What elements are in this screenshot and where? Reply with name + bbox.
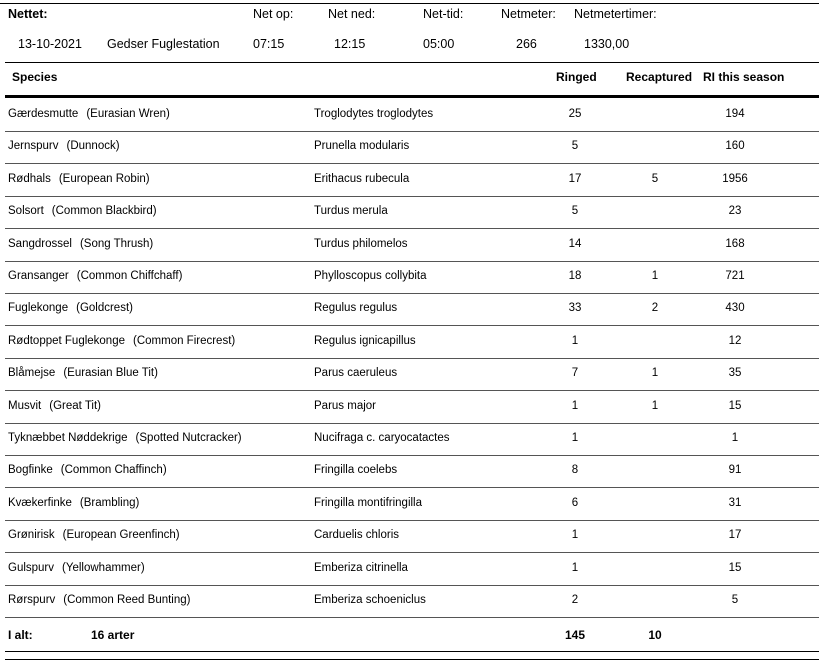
danish-name: Jernspurv (8, 140, 59, 153)
species-name (8, 367, 158, 379)
danish-name: Fuglekonge (8, 302, 69, 315)
latin-name: Parus caeruleus (314, 367, 398, 380)
species-name (8, 335, 235, 347)
table-row (0, 456, 826, 488)
table-row (0, 392, 826, 424)
latin-name: Troglodytes troglodytes (314, 108, 434, 120)
col-ri-season: RI this season (703, 70, 785, 84)
danish-name: Gransanger (8, 270, 69, 282)
session-date: 13-10-2021 (18, 37, 82, 51)
english-name: (Song Thrush) (79, 237, 154, 250)
total-label: I alt: (8, 628, 33, 642)
column-header-divider (5, 95, 819, 98)
ringed-count: 5 (571, 205, 579, 218)
table-row (0, 586, 826, 618)
danish-name: Tyknæbbet Nøddekrige (8, 432, 128, 444)
species-name (8, 594, 190, 606)
ringed-count: 25 (568, 108, 582, 120)
table-row (0, 294, 826, 326)
season-count: 1 (731, 432, 739, 444)
danish-name: Blåmejse (8, 367, 56, 380)
season-count: 12 (728, 334, 742, 347)
netmeter-label: Netmeter: (501, 7, 556, 21)
species-name (8, 238, 153, 250)
ringed-count: 2 (571, 594, 579, 606)
season-count: 31 (728, 496, 742, 509)
danish-name: Kvækerfinke (8, 496, 72, 509)
table-row (0, 554, 826, 586)
species-name (8, 270, 182, 282)
nettet-label: Nettet: (8, 7, 48, 21)
total-arter: 16 arter (91, 628, 135, 642)
top-rule (0, 3, 819, 4)
header-rule (5, 62, 819, 63)
danish-name: Sangdrossel (8, 237, 72, 250)
row-separator (5, 617, 819, 618)
ringed-count: 1 (571, 399, 579, 412)
netmeter-value: 266 (516, 37, 537, 51)
danish-name: Gulspurv (8, 561, 55, 574)
english-name: (European Greenfinch) (62, 529, 180, 542)
table-row (0, 521, 826, 553)
latin-name: Fringilla coelebs (314, 464, 398, 477)
english-name: (Common Chiffchaff) (76, 270, 183, 282)
english-name: (Dunnock) (66, 140, 120, 153)
recaptured-count: 5 (651, 172, 659, 185)
english-name: (Common Reed Bunting) (63, 594, 191, 606)
net-tid-label: Net-tid: (423, 7, 464, 21)
season-count: 17 (728, 529, 742, 542)
col-recaptured: Recaptured (626, 70, 693, 84)
season-count: 1956 (722, 172, 748, 185)
danish-name: Gærdesmutte (8, 108, 79, 120)
col-species: Species (12, 70, 58, 84)
season-count: 5 (731, 594, 739, 606)
season-count: 91 (728, 464, 742, 477)
bottom-rule-1 (5, 651, 819, 652)
net-ned-label: Net ned: (328, 7, 376, 21)
english-name: (Great Tit) (49, 399, 101, 412)
latin-name: Carduelis chloris (314, 529, 400, 542)
english-name: (European Robin) (58, 172, 150, 185)
table-row (0, 132, 826, 164)
net-tid-value: 05:00 (423, 37, 455, 51)
season-count: 160 (725, 140, 745, 153)
latin-name: Parus major (314, 399, 376, 412)
danish-name: Musvit (8, 399, 42, 412)
ringed-count: 17 (568, 172, 582, 185)
recaptured-count: 1 (651, 399, 659, 412)
table-row (0, 327, 826, 359)
english-name: (Yellowhammer) (62, 561, 145, 574)
table-row (0, 197, 826, 229)
ringed-count: 1 (571, 334, 579, 347)
latin-name: Prunella modularis (314, 140, 410, 153)
danish-name: Rødtoppet Fuglekonge (8, 334, 125, 347)
latin-name: Turdus merula (314, 205, 388, 218)
ringed-count: 18 (568, 270, 582, 282)
ringed-count: 7 (571, 367, 579, 380)
species-name (8, 108, 170, 120)
season-count: 168 (725, 237, 745, 250)
season-count: 721 (725, 270, 745, 282)
english-name: (Eurasian Wren) (86, 108, 170, 120)
species-name (8, 562, 145, 574)
recaptured-count: 1 (651, 367, 659, 380)
ringed-count: 8 (571, 464, 579, 477)
species-name (8, 400, 101, 412)
english-name: (Eurasian Blue Tit) (63, 367, 158, 380)
species-name (8, 140, 120, 152)
species-name (8, 302, 133, 314)
table-row (0, 262, 826, 294)
latin-name: Erithacus rubecula (314, 172, 410, 185)
col-ringed: Ringed (556, 70, 597, 84)
ringed-count: 1 (571, 529, 579, 542)
season-count: 35 (728, 367, 742, 380)
table-row (0, 359, 826, 391)
ringed-count: 5 (571, 140, 579, 153)
danish-name: Solsort (8, 205, 44, 218)
table-row (0, 165, 826, 197)
latin-name: Regulus regulus (314, 302, 398, 315)
netmetertimer-label: Netmetertimer: (574, 7, 657, 21)
latin-name: Turdus philomelos (314, 237, 408, 250)
ringed-count: 1 (571, 561, 579, 574)
species-name (8, 497, 139, 509)
species-name (8, 205, 157, 217)
station-name: Gedser Fuglestation (107, 37, 220, 51)
species-name (8, 432, 242, 444)
bottom-rule-2 (5, 659, 819, 660)
danish-name: Rørspurv (8, 594, 56, 606)
danish-name: Bogfinke (8, 464, 53, 477)
danish-name: Rødhals (8, 172, 51, 185)
latin-name: Phylloscopus collybita (314, 270, 427, 282)
english-name: (Spotted Nutcracker) (135, 432, 242, 444)
latin-name: Emberiza citrinella (314, 561, 408, 574)
table-row (0, 100, 826, 132)
danish-name: Grønirisk (8, 529, 55, 542)
table-row (0, 230, 826, 262)
netmetertimer-value: 1330,00 (584, 37, 630, 51)
species-name (8, 173, 150, 185)
net-op-value: 07:15 (253, 37, 285, 51)
total-recaptured: 10 (648, 628, 662, 642)
latin-name: Fringilla montifringilla (314, 496, 423, 509)
total-ringed: 145 (564, 628, 586, 642)
net-ned-value: 12:15 (334, 37, 366, 51)
recaptured-count: 2 (651, 302, 659, 315)
ringed-count: 6 (571, 496, 579, 509)
latin-name: Emberiza schoeniclus (314, 594, 426, 606)
ringed-count: 33 (568, 302, 582, 315)
net-op-label: Net op: (253, 7, 294, 21)
season-count: 23 (728, 205, 742, 218)
table-row (0, 424, 826, 456)
season-count: 194 (725, 108, 745, 120)
season-count: 430 (725, 302, 745, 315)
ringed-count: 1 (571, 432, 579, 444)
species-name (8, 529, 180, 541)
table-row (0, 489, 826, 521)
english-name: (Common Chaffinch) (60, 464, 167, 477)
english-name: (Goldcrest) (76, 302, 133, 315)
ringed-count: 14 (568, 237, 582, 250)
recaptured-count: 1 (651, 270, 659, 282)
latin-name: Regulus ignicapillus (314, 334, 416, 347)
english-name: (Brambling) (79, 496, 140, 509)
english-name: (Common Blackbird) (51, 205, 157, 218)
english-name: (Common Firecrest) (133, 334, 236, 347)
season-count: 15 (728, 399, 742, 412)
season-count: 15 (728, 561, 742, 574)
species-name (8, 464, 167, 476)
latin-name: Nucifraga c. caryocatactes (314, 432, 450, 444)
